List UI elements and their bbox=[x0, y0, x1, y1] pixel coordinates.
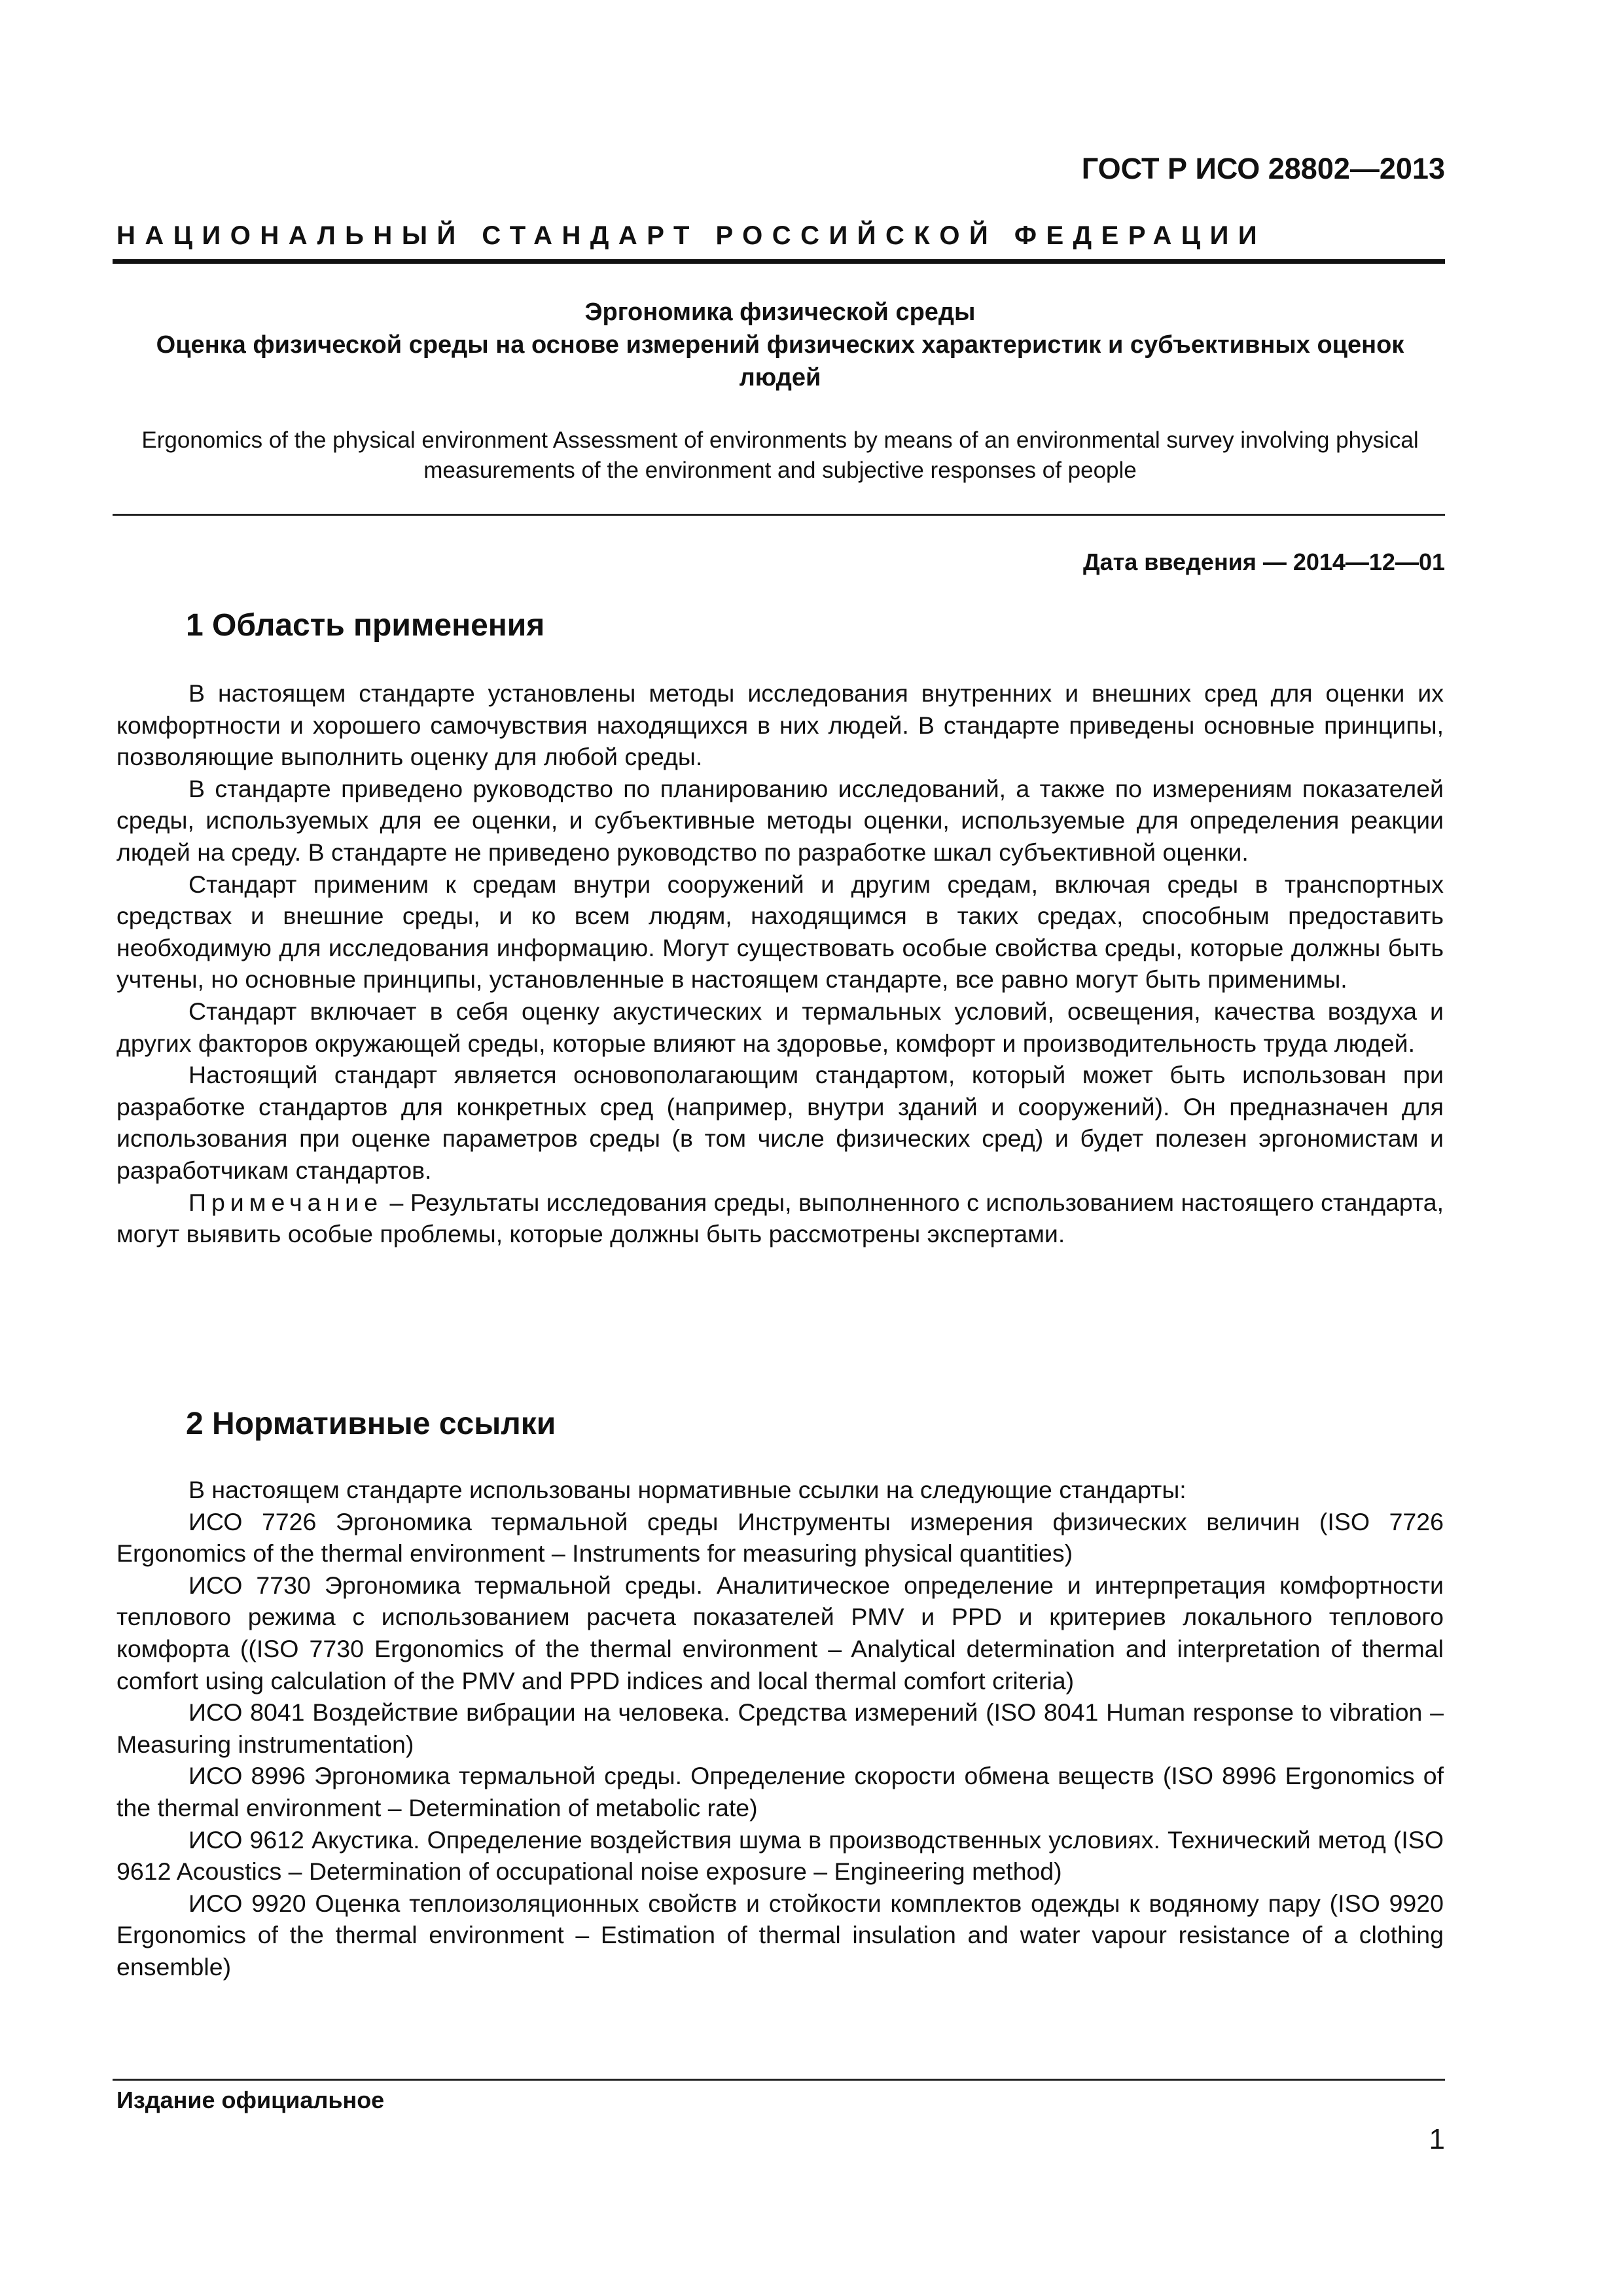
reference-item: ИСО 8041 Воздействие вибрации на человека. Средства измерений (ISO 8041 Human response to vibration – Measuring instrumentation) bbox=[116, 1698, 1444, 1758]
section2-heading: 2 Нормативные ссылки bbox=[186, 1407, 556, 1441]
page-number: 1 bbox=[1429, 2123, 1445, 2155]
national-standard-banner: НАЦИОНАЛЬНЫЙ СТАНДАРТ РОССИЙСКОЙ ФЕДЕРАЦИИ bbox=[116, 221, 1267, 250]
reference-item: ИСО 7730 Эргономика термальной среды. Аналитическое определение и интерпретация комфортности теплового режима с использованием расчета показателей PMV и PPD и критериев локального теплового комфорта ((ISO 7730 Ergonomics of the thermal environment – Analytical determination and interpretation of thermal comfort using calculation of the PMV and PPD indices and local thermal comfort criteria) bbox=[116, 1571, 1444, 1695]
section1-body bbox=[116, 677, 1444, 1250]
section1-paragraph: Стандарт применим к средам внутри сооружений и другим средам, включая среды в транспортных средствах и внешние среды, и ко всем людям, находящимся в таких средах, способным предоставить необходимую для исследования информацию. Могут существовать особые свойства среды, которые должны быть учтены, но основные принципы, установленные в настоящем стандарте, все равно могут быть применимы. bbox=[116, 870, 1444, 994]
title-ru-line1: Эргономика физической среды bbox=[584, 298, 976, 326]
footer-rule bbox=[113, 2079, 1445, 2081]
official-edition-label: Издание официальное bbox=[116, 2087, 385, 2113]
document-title bbox=[116, 296, 1444, 486]
title-en: Ergonomics of the physical environment Assessment of environments by means of an environmental survey involving physical measurements of the environment and subjective responses of people bbox=[141, 427, 1419, 483]
reference-item: ИСО 7726 Эргономика термальной среды Инструменты измерения физических величин (ISO 7726 Ergonomics of the thermal environment – Instruments for measuring physical quantities) bbox=[116, 1507, 1444, 1568]
section1-heading: 1 Область применения bbox=[186, 608, 545, 643]
section2-body bbox=[116, 1474, 1444, 1983]
section1-paragraph: В стандарте приведено руководство по планированию исследований, а также по измерениям показателей среды, используемых для ее оценки, и субъективные методы оценки, используемые для определения реакции людей на среду. В стандарте не приведено руководство по разработке шкал субъективной оценки. bbox=[116, 774, 1444, 866]
reference-item: ИСО 9920 Оценка теплоизоляционных свойств и стойкости комплектов одежды к водяному пару (ISO 9920 Ergonomics of the thermal environment – Estimation of thermal insulation and water vapour resistance of a clothing ensemble) bbox=[116, 1889, 1444, 1981]
reference-item: ИСО 8996 Эргономика термальной среды. Определение скорости обмена веществ (ISO 8996 Ergonomics of the thermal environment – Determination of metabolic rate) bbox=[116, 1762, 1444, 1821]
note-text: – Результаты исследования среды, выполненного с использованием настоящего стандарта, могут выявить особые проблемы, которые должны быть рассмотрены экспертами. bbox=[116, 1188, 1444, 1248]
header-rule bbox=[113, 259, 1445, 264]
introduction-date: Дата введения — 2014—12—01 bbox=[1082, 548, 1445, 575]
section1-paragraph: Стандарт включает в себя оценку акустических и термальных условий, освещения, качества воздуха и других факторов окружающей среды, которые влияют на здоровье, комфорт и производительность труда людей. bbox=[116, 997, 1444, 1057]
note-label: Примечание bbox=[188, 1188, 383, 1216]
section1-paragraph: В настоящем стандарте установлены методы исследования внутренних и внешних сред для оценки их комфортности и хорошего самочувствия находящихся в них людей. В стандарте приведены основные принципы, позволяющие выполнить оценку для любой среды. bbox=[116, 679, 1444, 771]
reference-item: ИСО 9612 Акустика. Определение воздействия шума в производственных условиях. Технический метод (ISO 9612 Acoustics – Determination of occupational noise exposure – Engineering method) bbox=[116, 1825, 1444, 1886]
section2-intro: В настоящем стандарте использованы нормативные ссылки на следующие стандарты: bbox=[188, 1476, 1186, 1503]
section1-paragraph: Настоящий стандарт является основополагающим стандартом, который может быть использован при разработке стандартов для конкретных сред (например, внутри зданий и сооружений). Он предназначен для использования при оценке параметров среды (в том числе физических сред) и будет полезен эргономистам и разработчикам стандартов. bbox=[116, 1061, 1444, 1184]
title-ru-line2: Оценка физической среды на основе измерений физических характеристик и субъективных оценок людей bbox=[156, 331, 1404, 391]
standard-number: ГОСТ Р ИСО 28802—2013 bbox=[1081, 152, 1445, 185]
section1-note bbox=[116, 1187, 1444, 1250]
title-rule bbox=[113, 514, 1445, 516]
